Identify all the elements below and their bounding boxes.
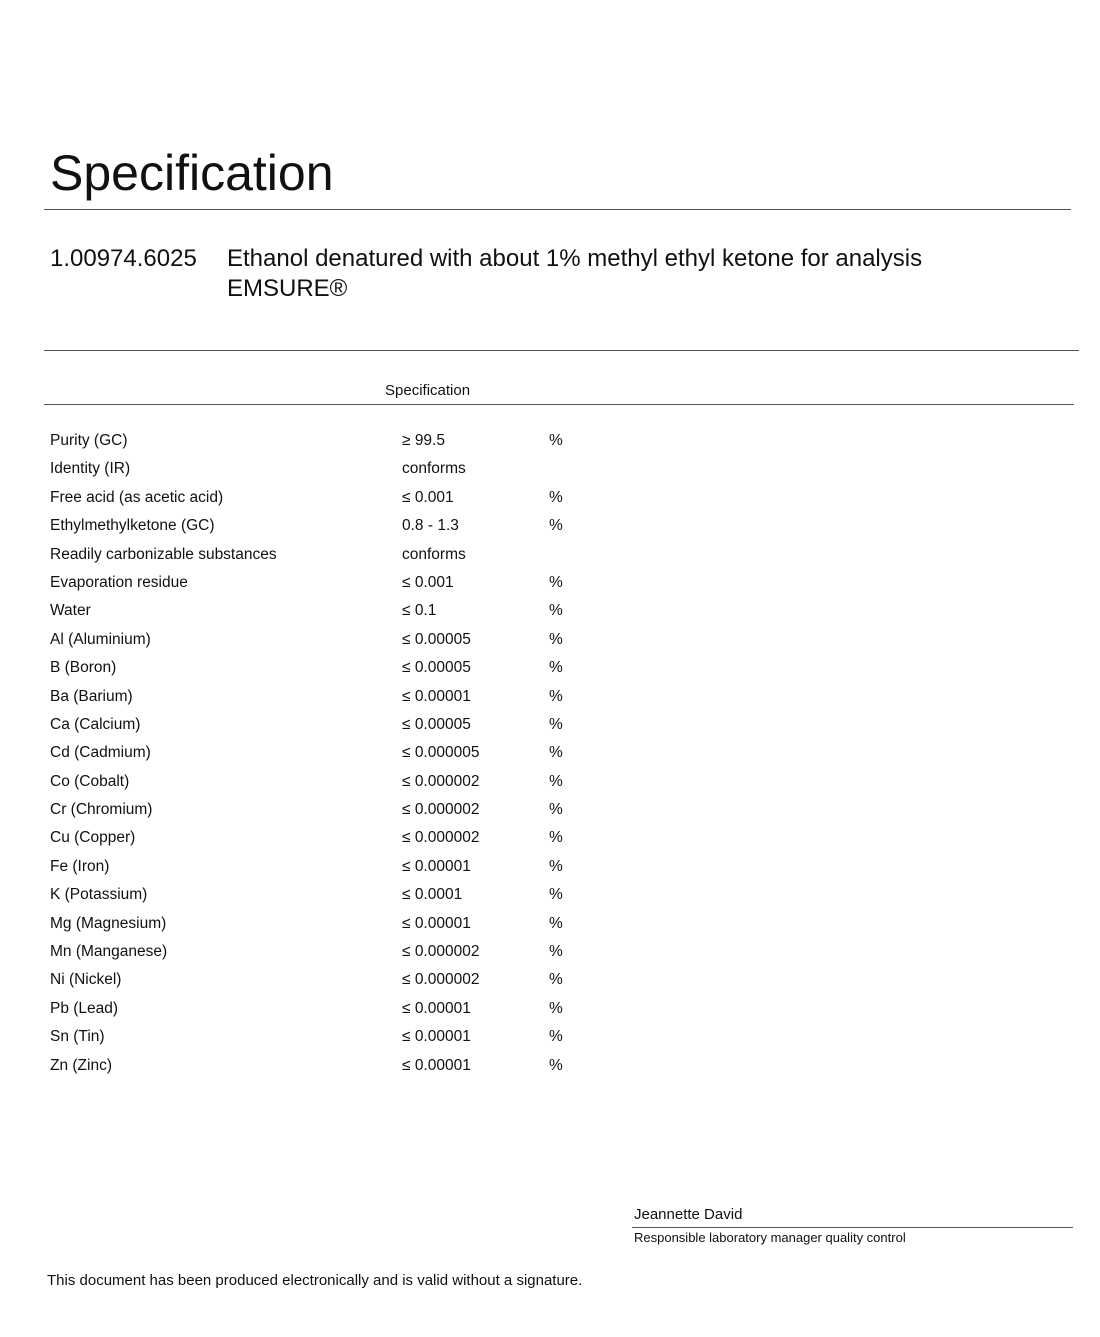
unit: % xyxy=(549,517,563,535)
table-row xyxy=(50,824,610,852)
table-row xyxy=(50,739,610,767)
table-row xyxy=(50,881,610,909)
specification-value: ≤ 0.00005 xyxy=(402,659,471,677)
table-row xyxy=(50,711,610,739)
signer-name: Jeannette David xyxy=(634,1206,743,1223)
parameter-name: Cu (Copper) xyxy=(50,829,136,847)
table-row xyxy=(50,683,610,711)
table-row xyxy=(50,966,610,994)
page-title: Specification xyxy=(50,145,334,201)
parameter-name: Evaporation residue xyxy=(50,573,188,591)
parameter-name: Ca (Calcium) xyxy=(50,715,141,733)
parameter-name: Readily carbonizable substances xyxy=(50,545,277,563)
unit: % xyxy=(549,602,563,620)
unit: % xyxy=(549,999,563,1017)
table-row xyxy=(50,455,610,483)
specification-value: conforms xyxy=(402,545,466,563)
parameter-name: Ni (Nickel) xyxy=(50,971,122,989)
unit: % xyxy=(549,715,563,733)
specification-value: conforms xyxy=(402,460,466,478)
parameter-name: Al (Aluminium) xyxy=(50,630,151,648)
table-row xyxy=(50,853,610,881)
specification-value: 0.8 - 1.3 xyxy=(402,517,459,535)
unit: % xyxy=(549,886,563,904)
specification-value: ≤ 0.001 xyxy=(402,573,454,591)
table-row xyxy=(50,938,610,966)
product-code: 1.00974.6025 xyxy=(50,245,197,272)
table-row xyxy=(50,1023,610,1051)
unit: % xyxy=(549,659,563,677)
specification-value: ≤ 0.00001 xyxy=(402,1028,471,1046)
unit: % xyxy=(549,488,563,506)
unit: % xyxy=(549,744,563,762)
specification-value: ≤ 0.00005 xyxy=(402,715,471,733)
table-row xyxy=(50,768,610,796)
table-row xyxy=(50,427,610,455)
parameter-name: Fe (Iron) xyxy=(50,857,110,875)
title-divider xyxy=(44,209,1071,210)
parameter-name: Cd (Cadmium) xyxy=(50,744,151,762)
table-header-top-divider xyxy=(44,350,1079,351)
parameter-name: Mn (Manganese) xyxy=(50,943,168,961)
table-row xyxy=(50,569,610,597)
unit: % xyxy=(549,829,563,847)
parameter-name: Mg (Magnesium) xyxy=(50,914,167,932)
parameter-name: Water xyxy=(50,602,91,620)
specification-value: ≤ 0.1 xyxy=(402,602,437,620)
product-name: Ethanol denatured with about 1% methyl ethyl ketone for analysis EMSURE® xyxy=(227,245,923,302)
unit: % xyxy=(549,971,563,989)
specification-value: ≥ 99.5 xyxy=(402,432,445,449)
specification-value: ≤ 0.000005 xyxy=(402,744,480,762)
unit: % xyxy=(549,1028,563,1046)
specification-value: ≤ 0.000002 xyxy=(402,829,480,847)
unit: % xyxy=(549,914,563,932)
unit: % xyxy=(549,772,563,790)
specification-value: ≤ 0.000002 xyxy=(402,801,480,819)
specification-value: ≤ 0.000002 xyxy=(402,971,480,989)
table-row xyxy=(50,995,610,1023)
parameter-name: Sn (Tin) xyxy=(50,1028,105,1046)
parameter-name: Ethylmethylketone (GC) xyxy=(50,517,215,535)
specification-column-header: Specification xyxy=(385,382,471,399)
parameter-name: Ba (Barium) xyxy=(50,687,133,705)
specification-value: ≤ 0.00001 xyxy=(402,687,471,705)
unit: % xyxy=(549,801,563,819)
table-row xyxy=(50,541,610,569)
table-row xyxy=(50,626,610,654)
unit: % xyxy=(549,432,563,449)
table-header-bottom-divider xyxy=(44,404,1074,405)
signature-line xyxy=(632,1227,1073,1228)
parameter-name: Cr (Chromium) xyxy=(50,801,153,819)
specification-value: ≤ 0.00001 xyxy=(402,999,471,1017)
parameter-name: Co (Cobalt) xyxy=(50,772,130,790)
unit: % xyxy=(549,943,563,961)
specification-value: ≤ 0.00001 xyxy=(402,857,471,875)
parameter-name: Identity (IR) xyxy=(50,460,131,478)
footer-note: This document has been produced electronically and is valid without a signature. xyxy=(47,1272,583,1289)
parameter-name: Pb (Lead) xyxy=(50,999,119,1017)
table-row xyxy=(50,484,610,512)
signer-role: Responsible laboratory manager quality control xyxy=(634,1230,906,1245)
table-row xyxy=(50,597,610,625)
table-row xyxy=(50,910,610,938)
specification-value: ≤ 0.00001 xyxy=(402,1056,471,1074)
parameter-name: Zn (Zinc) xyxy=(50,1056,112,1074)
specification-value: ≤ 0.00001 xyxy=(402,914,471,932)
unit: % xyxy=(549,1056,563,1074)
specification-table xyxy=(50,427,610,1080)
parameter-name: Purity (GC) xyxy=(50,432,128,449)
table-row xyxy=(50,654,610,682)
parameter-name: K (Potassium) xyxy=(50,886,148,904)
unit: % xyxy=(549,857,563,875)
table-row xyxy=(50,512,610,540)
specification-value: ≤ 0.000002 xyxy=(402,772,480,790)
table-row xyxy=(50,1052,610,1080)
unit: % xyxy=(549,687,563,705)
specification-value: ≤ 0.001 xyxy=(402,488,454,506)
parameter-name: B (Boron) xyxy=(50,659,117,677)
specification-value: ≤ 0.000002 xyxy=(402,943,480,961)
parameter-name: Free acid (as acetic acid) xyxy=(50,488,224,506)
specification-value: ≤ 0.0001 xyxy=(402,886,463,904)
specification-value: ≤ 0.00005 xyxy=(402,630,471,648)
unit: % xyxy=(549,573,563,591)
unit: % xyxy=(549,630,563,648)
table-row xyxy=(50,796,610,824)
